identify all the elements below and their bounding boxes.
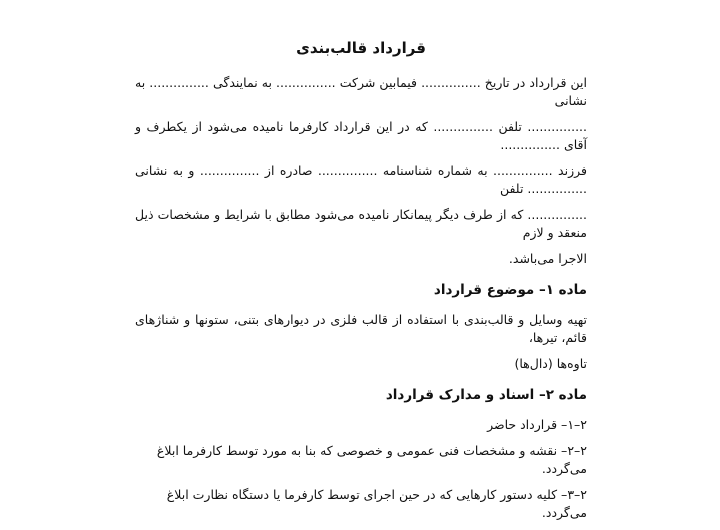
intro-line: این قرارداد در تاریخ ............... فیمابین شرکت ............... به نمایندگی ............... به نشانی [135,75,587,108]
document-title: قرارداد قالب‌بندی [296,39,426,57]
article-1-line: تاوه‌ها (دال‌ها) [514,356,587,371]
article-2-item: ۲–۳– کلیه دستور کارهایی که در حین اجرای توسط کارفرما یا دستگاه نظارت ابلاغ می‌گردد. [166,487,587,520]
intro-line: فرزند ............... به شماره شناسنامه ............... صادره از ............... و به نشانی ............... تلفن [135,163,587,196]
intro-line: ............... که از طرف دیگر پیمانکار نامیده می‌شود مطابق با شرایط و مشخصات ذیل منعقد و لازم [135,207,587,240]
article-1-heading: ماده ۱– موضوع قرارداد [433,282,587,298]
contract-document [135,0,587,522]
article-2-item: ۲–۱– قرارداد حاضر [487,417,587,432]
article-2-item: ۲–۲– نقشه و مشخصات فنی عمومی و خصوصی که بنا به مورد توسط کارفرما ابلاغ می‌گردد. [156,443,587,476]
article-1-line: تهیه وسایل و قالب‌بندی با استفاده از قالب فلزی در دیوارهای بتنی، ستونها و شناژهای قائم، تیرها، [135,312,587,345]
intro-line: ............... تلفن ............... که در این قرارداد کارفرما نامیده می‌شود از یکطرف و آقای ............... [135,119,587,152]
intro-line: الاجرا می‌باشد. [508,251,587,266]
article-2-heading: ماده ۲– اسناد و مدارک قرارداد [385,387,587,403]
